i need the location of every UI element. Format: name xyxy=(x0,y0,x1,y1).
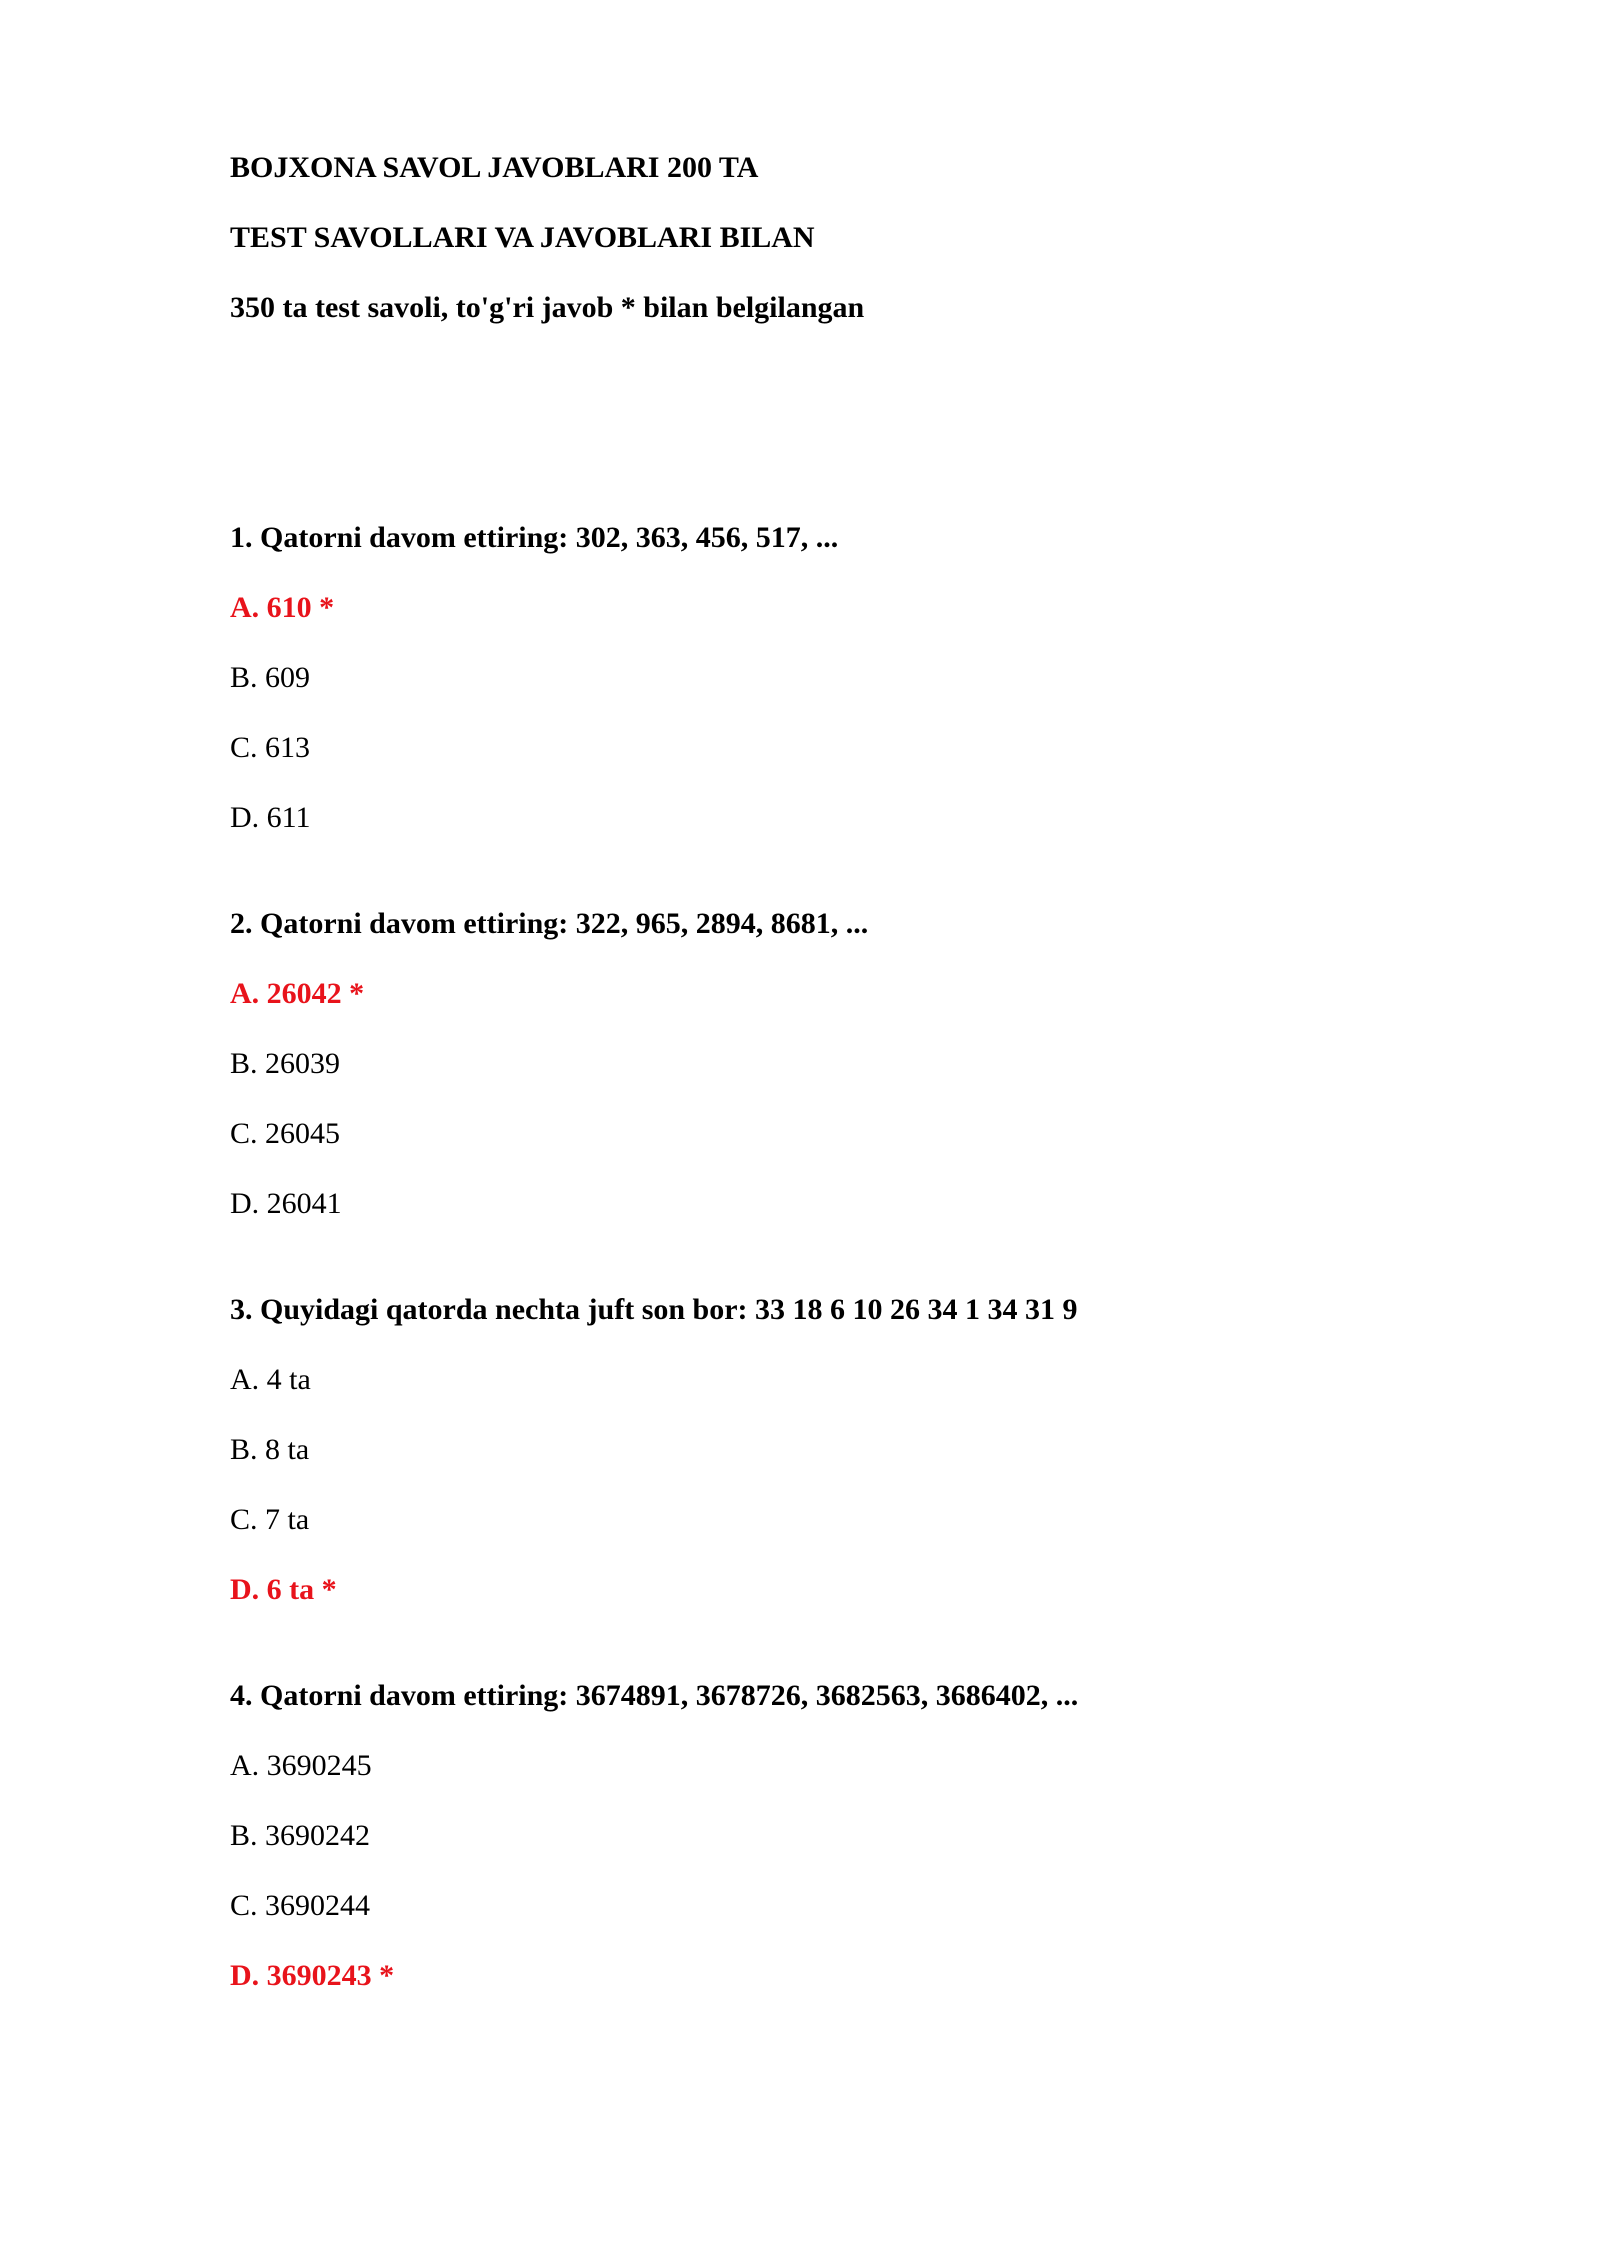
question-block xyxy=(230,1292,1430,1608)
correct-answer-option: A. 610 * xyxy=(230,591,335,624)
answer-option: A. 3690245 xyxy=(230,1749,372,1782)
answer-option: D. 611 xyxy=(230,801,311,834)
answer-option: C. 613 xyxy=(230,731,311,764)
answer-option: D. 26041 xyxy=(230,1187,342,1220)
answer-option: C. 3690244 xyxy=(230,1889,371,1922)
answer-option: B. 3690242 xyxy=(230,1819,371,1852)
correct-answer-option: A. 26042 * xyxy=(230,977,365,1010)
document-note: 350 ta test savoli, to'g'ri javob * bilan belgilangan xyxy=(230,291,865,324)
question-text: 1. Qatorni davom ettiring: 302, 363, 456, 517, ... xyxy=(230,521,839,554)
question-text: 3. Quyidagi qatorda nechta juft son bor: 33 18 6 10 26 34 1 34 31 9 xyxy=(230,1293,1078,1326)
answer-option: B. 609 xyxy=(230,661,311,694)
header-spacer xyxy=(230,360,1430,520)
question-block xyxy=(230,1678,1430,1994)
answer-option: B. 8 ta xyxy=(230,1433,310,1466)
correct-answer-option: D. 6 ta * xyxy=(230,1573,337,1606)
document-content xyxy=(230,150,1430,2064)
question-text: 2. Qatorni davom ettiring: 322, 965, 2894, 8681, ... xyxy=(230,907,869,940)
answer-option: A. 4 ta xyxy=(230,1363,311,1396)
question-block xyxy=(230,520,1430,836)
answer-option: B. 26039 xyxy=(230,1047,341,1080)
correct-answer-option: D. 3690243 * xyxy=(230,1959,395,1992)
question-block xyxy=(230,906,1430,1222)
document-title: BOJXONA SAVOL JAVOBLARI 200 TA xyxy=(230,151,759,184)
document-subtitle: TEST SAVOLLARI VA JAVOBLARI BILAN xyxy=(230,221,815,254)
question-text: 4. Qatorni davom ettiring: 3674891, 3678726, 3682563, 3686402, ... xyxy=(230,1679,1079,1712)
answer-option: C. 7 ta xyxy=(230,1503,310,1536)
answer-option: C. 26045 xyxy=(230,1117,341,1150)
